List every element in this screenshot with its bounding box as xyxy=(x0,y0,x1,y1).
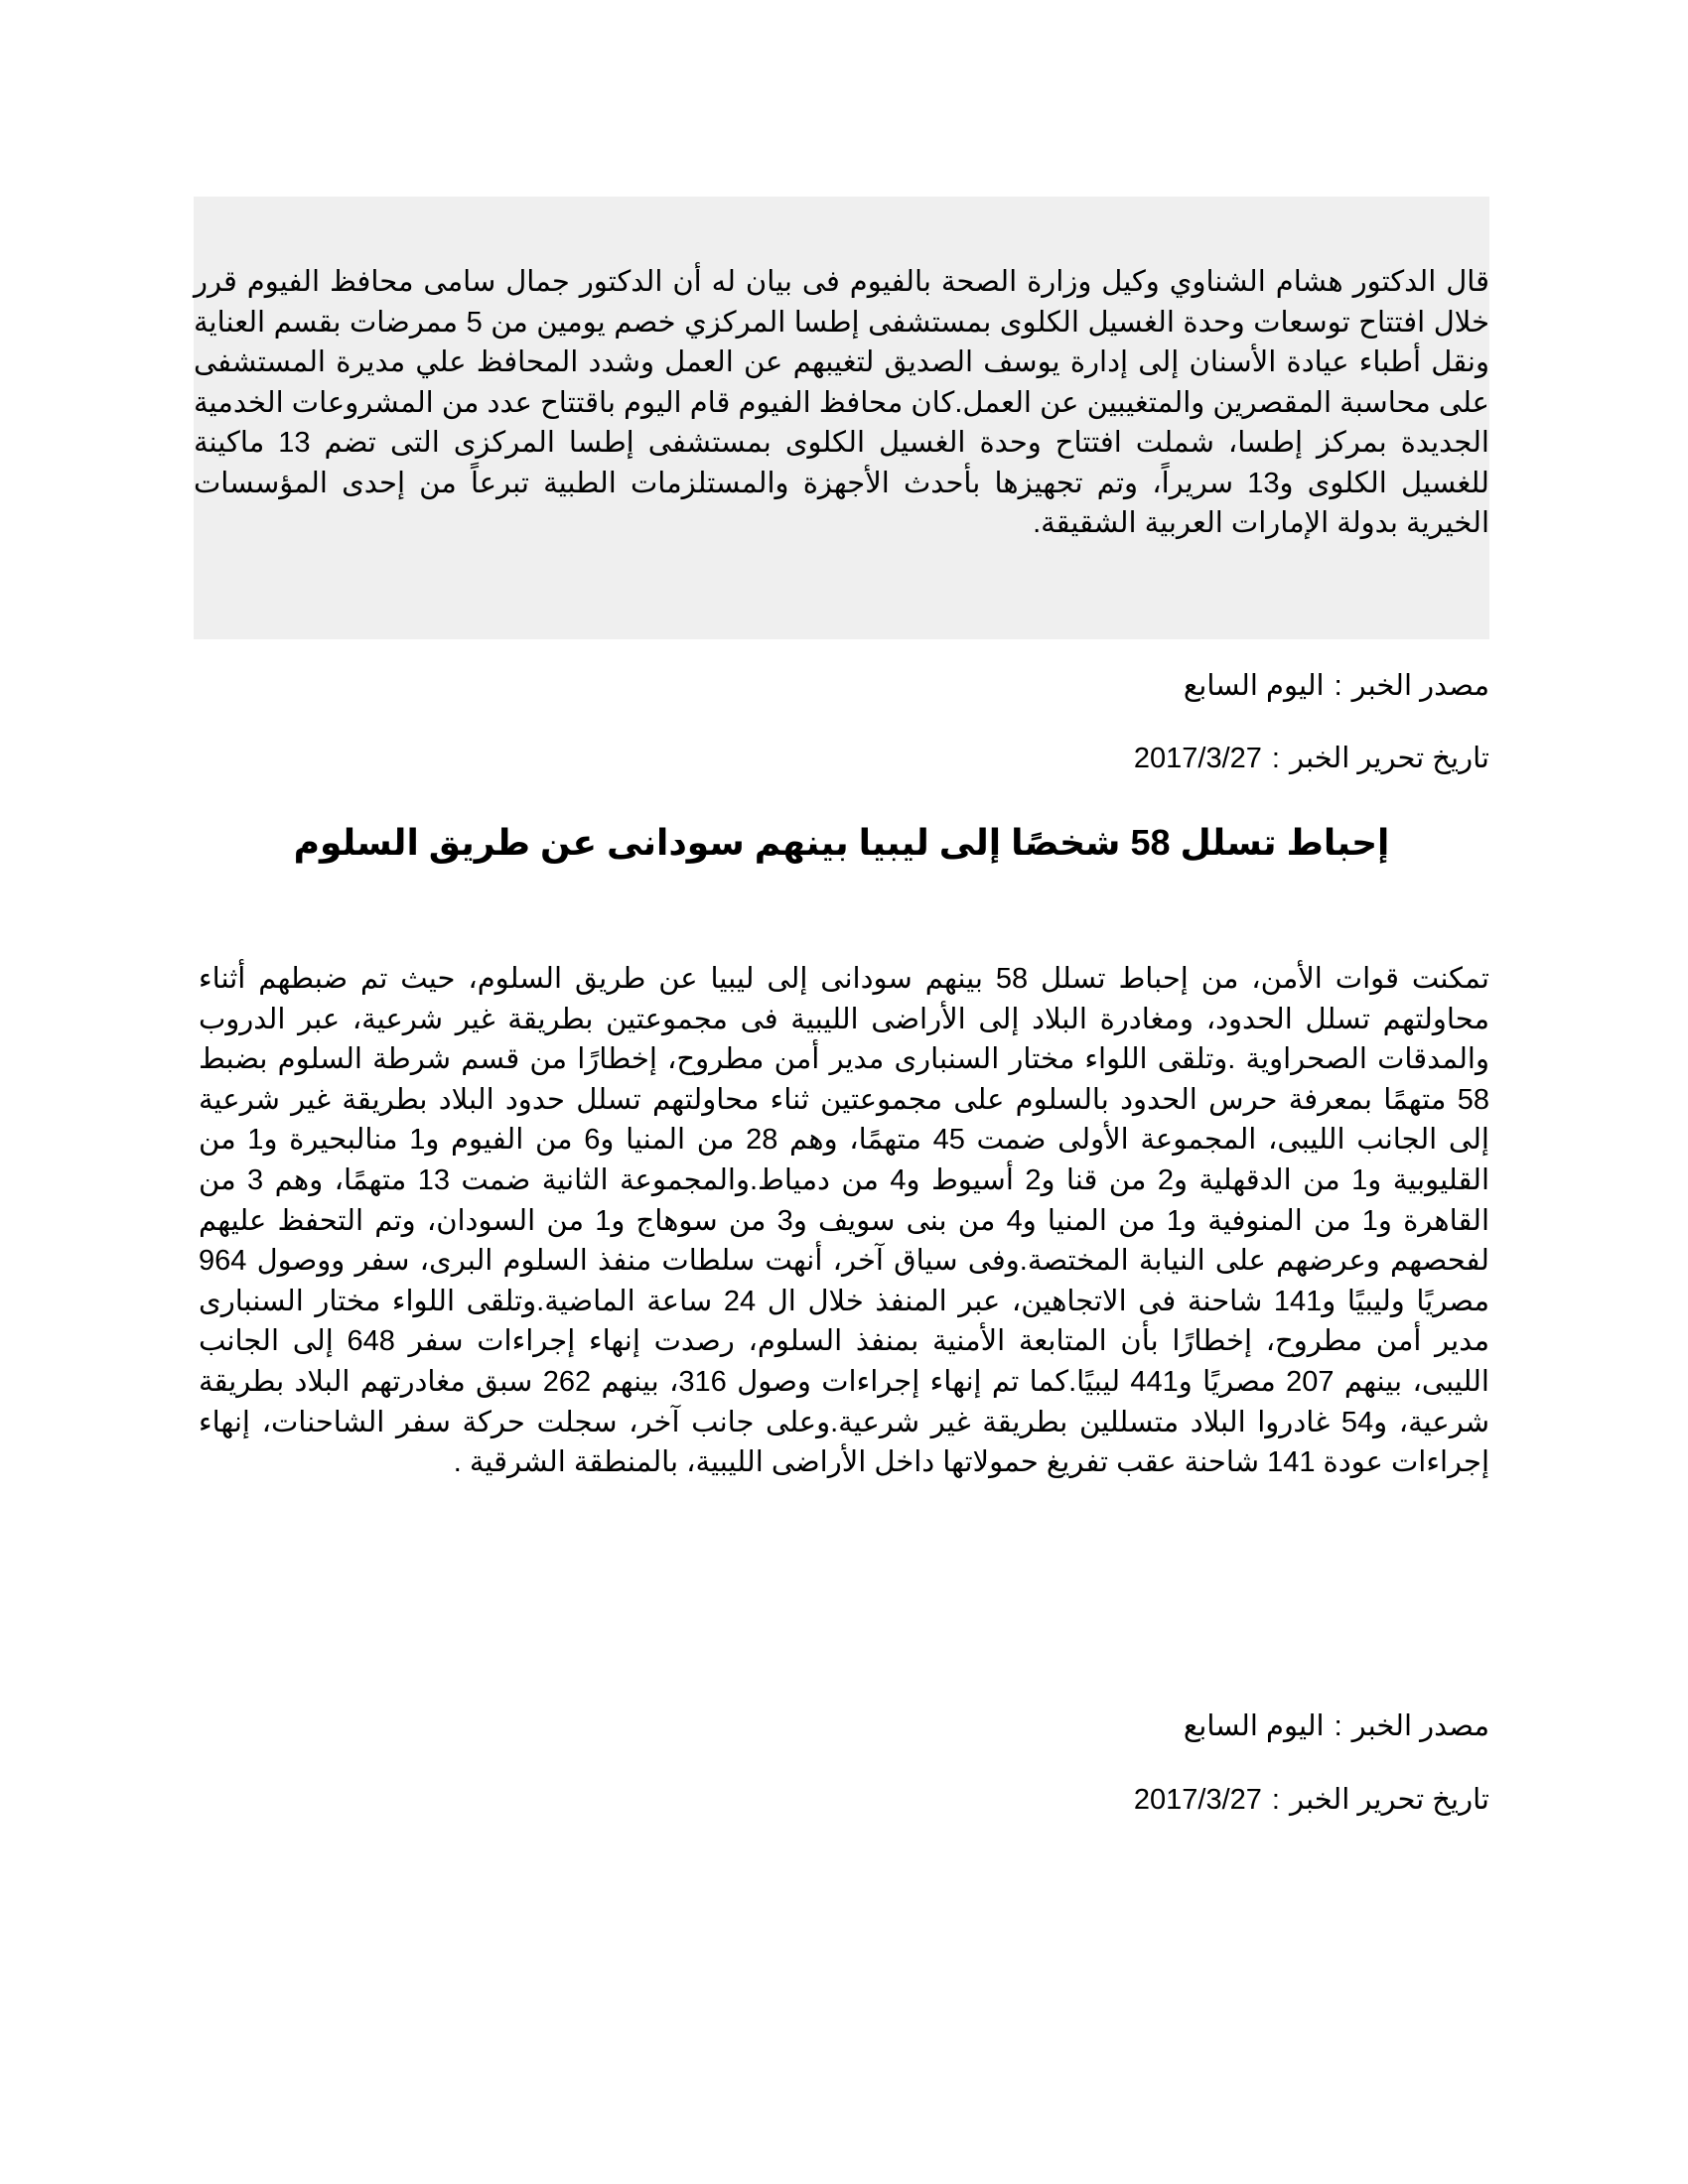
source-separator: : xyxy=(1334,670,1342,702)
date-value: 2017/3/27 xyxy=(1133,1784,1262,1816)
source-label: مصدر الخبر xyxy=(1351,1710,1489,1742)
article-2-body: تمكنت قوات الأمن، من إحباط تسلل 58 بينهم سودانى إلى ليبيا عن طريق السلوم، حيث تم ضبطهم أثناء محاولتهم تسلل الحدود، ومغادرة البلاد إلى الأراضى الليبية فى مجموعتين بطريقة غير شرعية، عبر الدروب والمدقات الصحراوية .وتلقى اللواء مختار السنبارى مدير أمن مطروح، إخطارًا من قسم شرطة السلوم بضبط 58 متهمًا بمعرفة حرس الحدود بالسلوم على مجموعتين ثناء محاولتهم تسلل حدود البلاد بطريقة غير شرعية إلى الجانب الليبى، المجموعة الأولى ضمت 45 متهمًا، وهم 28 من المنيا و6 من الفيوم و1 منالبحيرة و1 من القليوبية و1 من الدقهلية و2 من قنا و2 أسيوط و4 من دمياط.والمجموعة الثانية ضمت 13 متهمًا، وهم 3 من القاهرة و1 من المنوفية و1 من المنيا و4 من بنى سويف و3 من سوهاج و1 من السودان، وتم التحفظ عليهم لفحصهم وعرضهم على النيابة المختصة.وفى سياق آخر، أنهت سلطات منفذ السلوم البرى، سفر ووصول 964 مصريًا وليبيًا و141 شاحنة فى الاتجاهين، عبر المنفذ خلال ال 24 ساعة الماضية.وتلقى اللواء مختار السنبارى مدير أمن مطروح، إخطارًا بأن المتابعة الأمنية بمنفذ السلوم، رصدت إنهاء إجراءات سفر 648 إلى الجانب الليبى، بينهم 207 مصريًا و441 ليبيًا.كما تم إنهاء إجراءات وصول 316، بينهم 262 سبق مغادرتهم البلاد بطريقة شرعية، و54 غادروا البلاد متسللين بطريقة غير شرعية.وعلى جانب آخر، سجلت حركة سفر الشاحنات، إنهاء إجراءات عودة 141 شاحنة عقب تفريغ حمولاتها داخل الأراضى الليبية، بالمنطقة الشرقية . xyxy=(199,963,1490,1479)
source-value: اليوم السابع xyxy=(1183,1710,1325,1742)
article-2-source xyxy=(1184,1708,1489,1744)
article-1-source xyxy=(1184,668,1489,704)
article-1-body: قال الدكتور هشام الشناوي وكيل وزارة الصحة بالفيوم فى بيان له أن الدكتور جمال سامى محافظ الفيوم قرر خلال افتتاح توسعات وحدة الغسيل الكلوى بمستشفى إطسا المركزي خصم يومين من 5 ممرضات بقسم العناية ونقل أطباء عيادة الأسنان إلى إدارة يوسف الصديق لتغيبهم عن العمل وشدد المحافظ علي مديرة المستشفى على محاسبة المقصرين والمتغيبين عن العمل.كان محافظ الفيوم قام اليوم باقتتاح عدد من المشروعات الخدمية الجديدة بمركز إطسا، شملت افتتاح وحدة الغسيل الكلوى بمستشفى إطسا المركزى التى تضم 13 ماكينة للغسيل الكلوى و13 سريراً، وتم تجهيزها بأحدث الأجهزة والمستلزمات الطبية تبرعاً من إحدى المؤسسات الخيرية بدولة الإمارات العربية الشقيقة. xyxy=(194,266,1490,539)
source-value: اليوم السابع xyxy=(1183,670,1325,702)
date-label: تاريخ تحرير الخبر xyxy=(1289,1784,1489,1816)
article-2-block xyxy=(199,959,1489,1483)
date-value: 2017/3/27 xyxy=(1133,743,1262,774)
article-1-date xyxy=(1134,741,1489,776)
article-2-date xyxy=(1134,1782,1489,1818)
article-2-headline: إحباط تسلل 58 شخصًا إلى ليبيا بينهم سودانى عن طريق السلوم xyxy=(293,822,1390,863)
date-separator: : xyxy=(1271,1784,1280,1816)
source-label: مصدر الخبر xyxy=(1351,670,1489,702)
article-1-block xyxy=(194,197,1489,639)
source-separator: : xyxy=(1334,1710,1342,1742)
date-separator: : xyxy=(1271,743,1280,774)
date-label: تاريخ تحرير الخبر xyxy=(1289,743,1489,774)
